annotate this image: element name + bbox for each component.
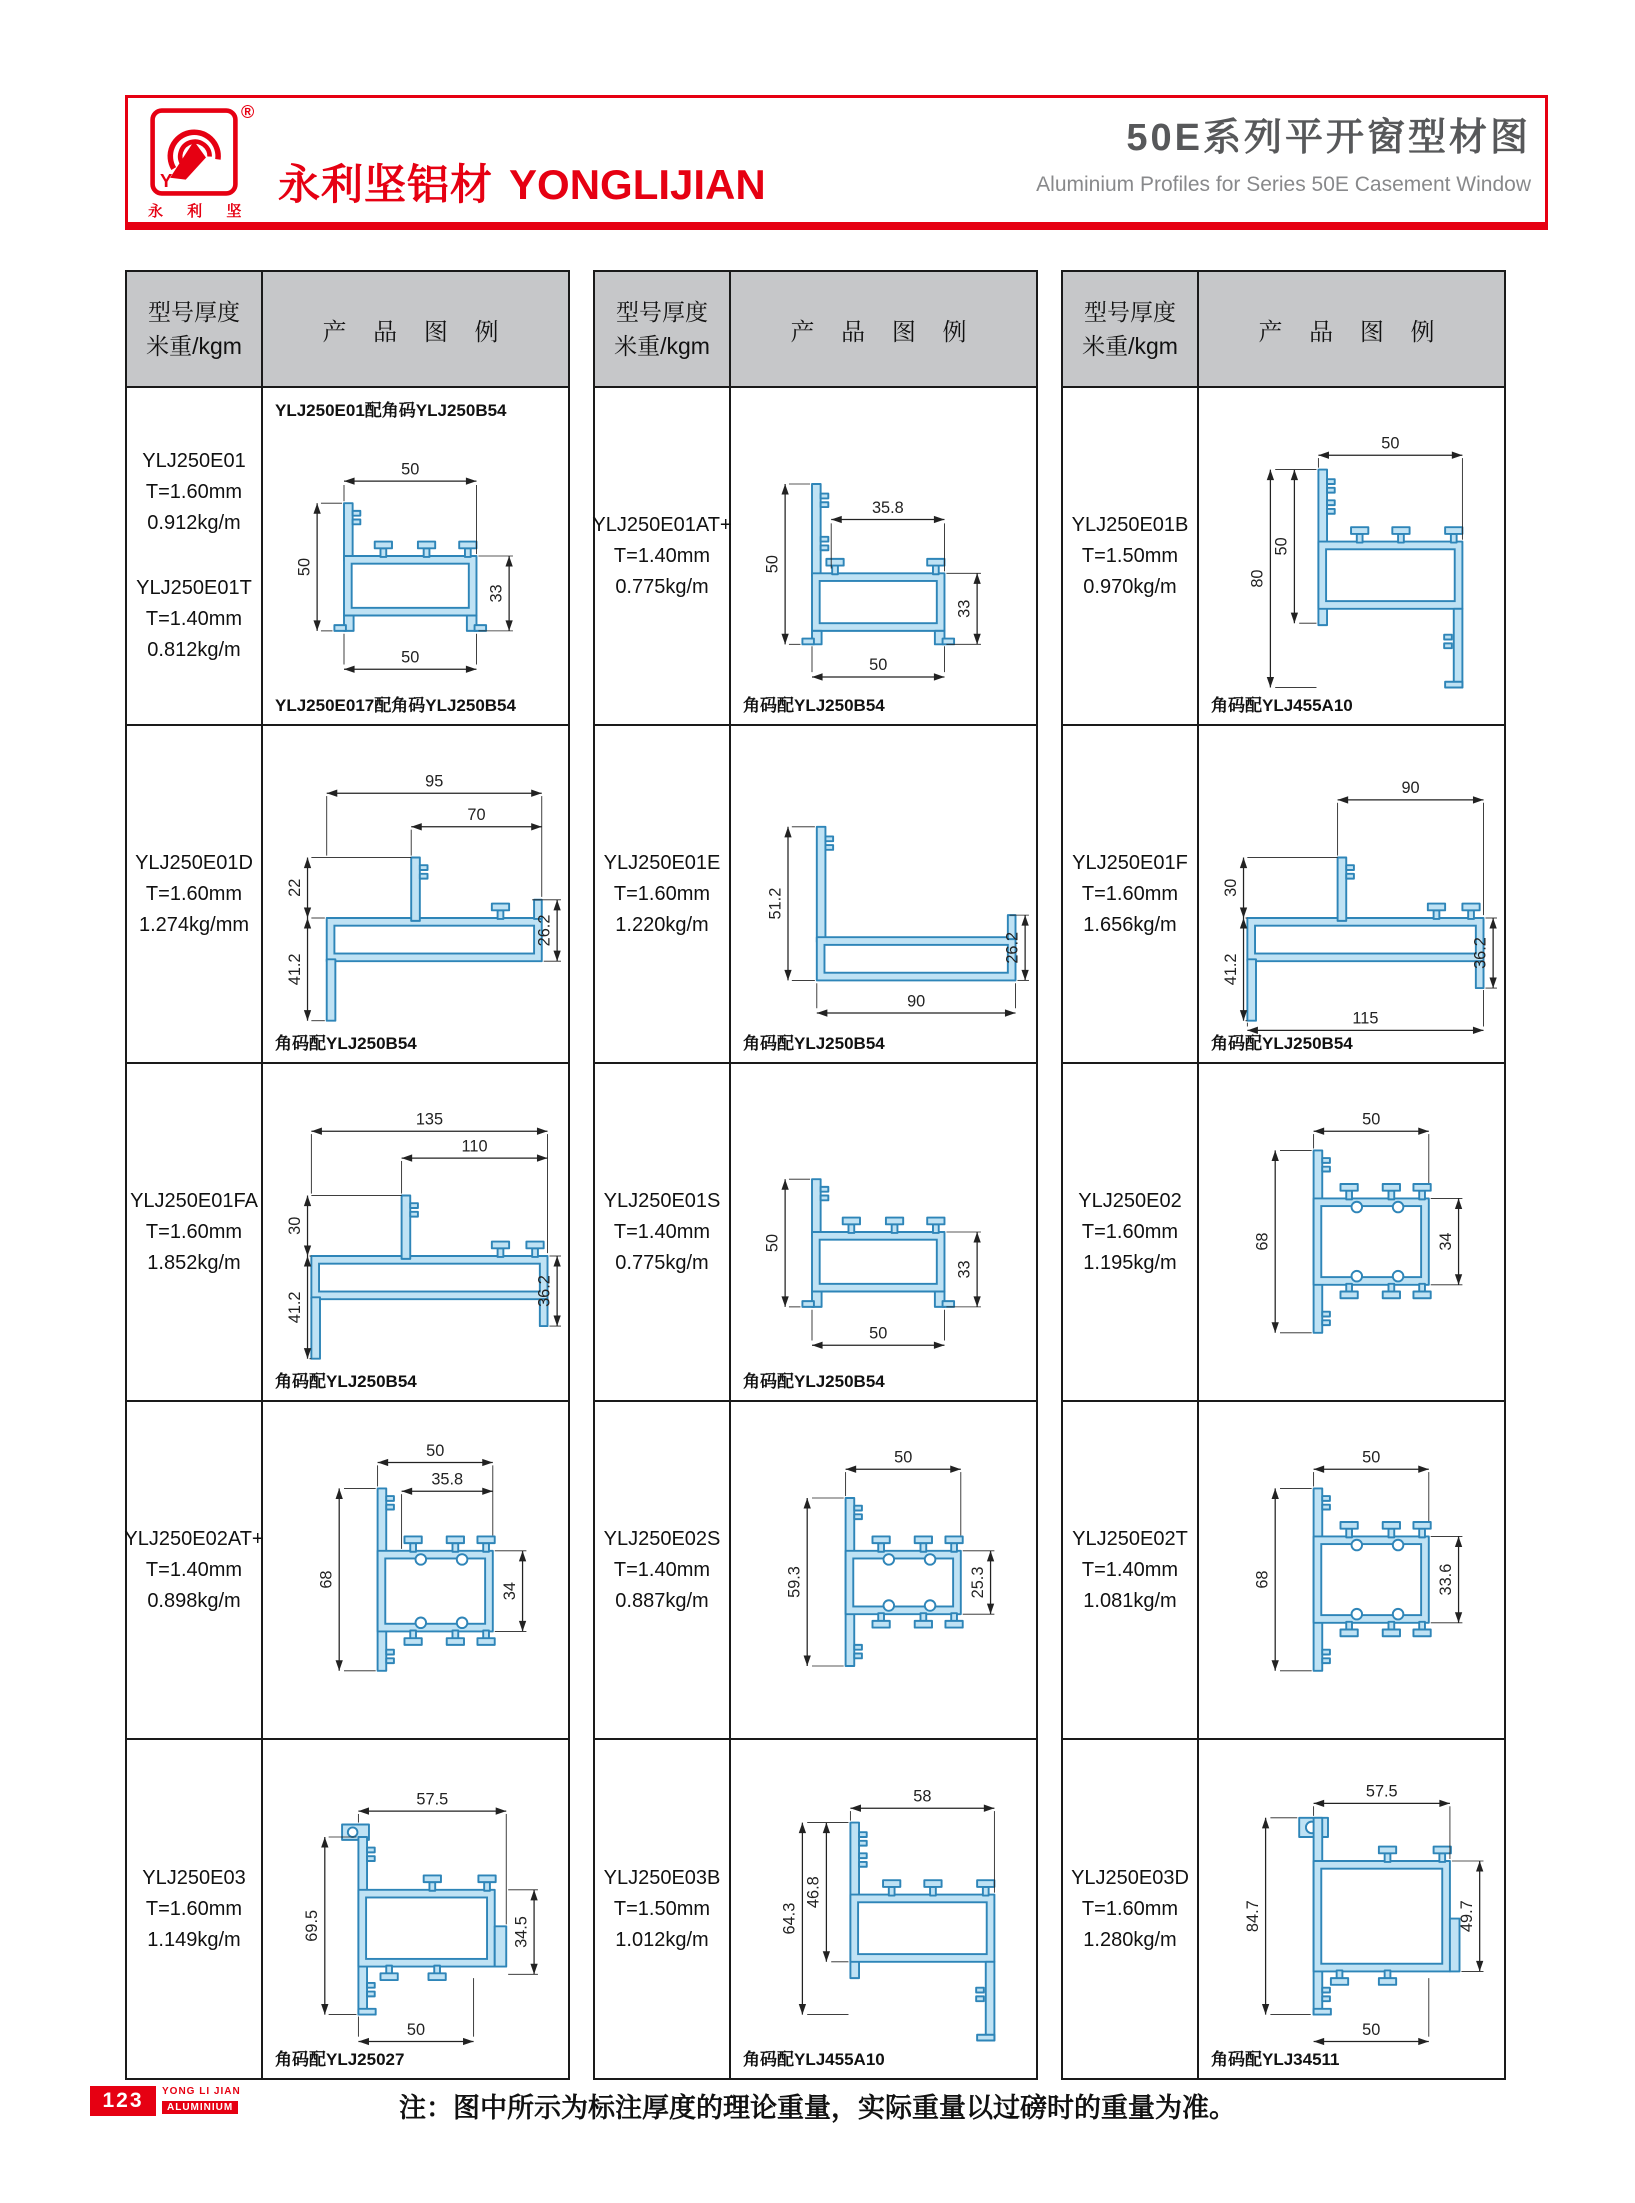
profile-table-left <box>125 270 570 2080</box>
svg-text:34: 34 <box>500 1582 519 1601</box>
svg-text:35.8: 35.8 <box>871 498 904 517</box>
column-header-model-line1: 型号厚度 <box>1084 299 1176 325</box>
model-spec <box>1072 848 1188 941</box>
spec-cell <box>595 1740 731 2078</box>
svg-text:33: 33 <box>954 1260 973 1279</box>
svg-text:68: 68 <box>1253 1570 1272 1589</box>
footer-brand-line2: ALUMINIUM <box>162 2101 238 2114</box>
model-thickness: T=1.60mm <box>1081 1220 1179 1243</box>
page-header <box>125 95 1548 230</box>
model-thickness: T=1.40mm <box>145 1558 243 1581</box>
svg-text:50: 50 <box>1361 1110 1380 1129</box>
company-name-en: YONGLIJIAN <box>509 161 766 208</box>
figure-cell <box>263 1402 568 1740</box>
model-spec <box>604 1863 721 1956</box>
model-spec <box>604 848 721 941</box>
column-header-model <box>595 272 731 388</box>
corner-code-note: 角码配YLJ250B54 <box>275 1372 417 1391</box>
spec-cell <box>1063 388 1199 726</box>
figure-cell <box>731 1064 1036 1402</box>
svg-text:50: 50 <box>893 1448 912 1467</box>
corner-code-note: YLJ250E01配角码YLJ250B54 <box>275 401 507 420</box>
model-weight: 0.812kg/m <box>147 639 241 661</box>
svg-text:34: 34 <box>1436 1232 1455 1251</box>
profile-drawing <box>1202 750 1502 1038</box>
svg-text:33.6: 33.6 <box>1436 1563 1455 1596</box>
spec-cell <box>595 726 731 1064</box>
model-spec <box>1078 1186 1181 1279</box>
corner-code-note: 角码配YLJ455A10 <box>1211 696 1353 715</box>
model-weight: 0.912kg/m <box>147 512 241 534</box>
model-thickness: T=1.60mm <box>145 882 243 905</box>
spec-cell <box>595 1402 731 1740</box>
svg-text:50: 50 <box>1272 537 1291 556</box>
profile-drawing <box>1202 1426 1502 1714</box>
svg-text:135: 135 <box>415 1110 443 1129</box>
svg-text:22: 22 <box>285 878 304 897</box>
figure-cell <box>263 388 568 726</box>
corner-code-note: 角码配YLJ250B54 <box>743 1372 885 1391</box>
model-name: YLJ250E03B <box>603 1866 721 1889</box>
model-name: YLJ250E03 <box>142 1866 246 1889</box>
model-weight: 1.012kg/m <box>615 1928 709 1951</box>
corner-code-note: 角码配YLJ250B54 <box>743 696 885 715</box>
model-name: YLJ250E03D <box>1071 1866 1189 1889</box>
figure-cell <box>731 726 1036 1064</box>
spec-cell <box>127 1064 263 1402</box>
model-name: YLJ250E01 <box>142 450 246 472</box>
profile-drawing <box>1202 1088 1502 1376</box>
svg-text:30: 30 <box>1221 878 1240 897</box>
model-thickness: T=1.60mm <box>145 481 243 503</box>
logo-monogram: Y <box>159 169 173 191</box>
svg-text:50: 50 <box>406 2020 425 2039</box>
model-name: YLJ250E02T <box>1072 1527 1188 1550</box>
model-spec <box>124 1524 263 1617</box>
column-header-figure-label: 产 品 图 例 <box>322 318 509 346</box>
svg-text:46.8: 46.8 <box>804 1876 823 1909</box>
svg-text:36.2: 36.2 <box>1470 937 1489 969</box>
model-weight: 1.195kg/m <box>1083 1251 1177 1274</box>
column-header-model <box>1063 272 1199 388</box>
svg-text:50: 50 <box>868 656 887 675</box>
model-thickness: T=1.60mm <box>145 1220 243 1243</box>
model-spec <box>1072 1524 1188 1617</box>
profile-drawing <box>266 1426 566 1714</box>
svg-text:35.8: 35.8 <box>430 1470 463 1489</box>
corner-code-note: 角码配YLJ455A10 <box>743 2050 885 2069</box>
svg-text:80: 80 <box>1248 569 1267 588</box>
svg-text:51.2: 51.2 <box>765 887 784 920</box>
spec-cell <box>1063 726 1199 1064</box>
model-name: YLJ250E01E <box>603 851 721 874</box>
corner-code-note: 角码配YLJ25027 <box>275 2050 405 2069</box>
model-name: YLJ250E01S <box>603 1189 721 1212</box>
spec-cell <box>124 1402 264 1740</box>
spec-cell <box>1063 1402 1199 1740</box>
profile-drawing <box>266 1765 566 2053</box>
figure-cell <box>1199 1740 1504 2078</box>
column-header-model-line2: 米重/kgm <box>146 333 242 359</box>
spec-cell <box>127 388 263 726</box>
svg-text:115: 115 <box>1351 1009 1378 1028</box>
figure-cell <box>1199 726 1504 1064</box>
model-thickness: T=1.60mm <box>1081 1897 1179 1920</box>
model-spec <box>142 1863 245 1956</box>
column-header-figure <box>1199 272 1504 388</box>
svg-text:110: 110 <box>461 1137 488 1156</box>
svg-text:84.7: 84.7 <box>1243 1900 1262 1933</box>
spec-cell <box>127 726 263 1064</box>
model-name: YLJ250E02S <box>603 1527 721 1550</box>
profile-drawing <box>734 1426 1034 1714</box>
svg-text:34.5: 34.5 <box>511 1916 530 1948</box>
model-thickness: T=1.40mm <box>613 1220 711 1243</box>
company-logo <box>148 104 278 224</box>
svg-text:50: 50 <box>1361 1448 1380 1467</box>
model-weight: 1.280kg/m <box>1083 1928 1177 1951</box>
page-title: 50E系列平开窗型材图 <box>1126 117 1531 159</box>
model-thickness: T=1.50mm <box>613 1897 711 1920</box>
svg-text:50: 50 <box>400 460 419 479</box>
corner-code-note: 角码配YLJ250B54 <box>275 1034 417 1053</box>
corner-code-note: 角码配YLJ34511 <box>1211 2050 1340 2069</box>
profile-drawing <box>266 750 566 1038</box>
figure-cell <box>731 1740 1036 2078</box>
spec-cell <box>592 388 732 726</box>
model-weight: 1.274kg/mm <box>138 913 250 936</box>
profile-drawing <box>1202 412 1502 700</box>
model-thickness: T=1.60mm <box>613 882 711 905</box>
model-spec <box>1071 1863 1189 1956</box>
model-weight: 1.656kg/m <box>1083 913 1177 936</box>
model-name: YLJ250E01AT+ <box>592 513 732 536</box>
svg-text:41.2: 41.2 <box>1221 953 1240 986</box>
model-name: YLJ250E02 <box>1078 1189 1182 1212</box>
svg-text:33: 33 <box>954 599 973 618</box>
model-name: YLJ250E01T <box>136 577 252 599</box>
registered-mark: ® <box>241 102 255 122</box>
figure-cell <box>731 1402 1036 1740</box>
model-name: YLJ250E01B <box>1071 513 1189 536</box>
company-name-cn: 永利坚铝材 <box>278 161 494 208</box>
model-name: YLJ250E01D <box>135 851 253 874</box>
model-thickness: T=1.40mm <box>613 544 711 567</box>
model-thickness: T=1.50mm <box>1081 544 1179 567</box>
model-spec <box>135 848 253 941</box>
corner-code-note: YLJ250E017配角码YLJ250B54 <box>275 696 516 715</box>
svg-text:68: 68 <box>317 1570 336 1589</box>
column-header-figure <box>263 272 568 388</box>
svg-text:26.2: 26.2 <box>1002 931 1021 964</box>
spec-cell <box>127 1740 263 2078</box>
profile-drawing <box>734 750 1034 1038</box>
logo-characters: 永 利 坚 <box>148 203 252 220</box>
svg-text:95: 95 <box>424 772 443 791</box>
model-thickness: T=1.60mm <box>145 1897 243 1920</box>
model-name: YLJ250E01FA <box>130 1189 258 1212</box>
svg-text:70: 70 <box>466 806 486 825</box>
spec-cell <box>1063 1064 1199 1402</box>
profile-drawing <box>734 1088 1034 1376</box>
company-name <box>278 152 766 212</box>
svg-text:50: 50 <box>400 648 419 667</box>
svg-text:57.5: 57.5 <box>415 1790 448 1809</box>
svg-text:68: 68 <box>1253 1232 1272 1251</box>
column-header-model-line1: 型号厚度 <box>616 299 708 325</box>
svg-text:57.5: 57.5 <box>1365 1782 1398 1801</box>
model-weight: 1.149kg/m <box>147 1928 241 1951</box>
spec-cell <box>1063 1740 1199 2078</box>
model-weight: 0.775kg/m <box>615 575 709 598</box>
svg-text:50: 50 <box>762 1233 781 1253</box>
column-header-model <box>127 272 263 388</box>
figure-cell <box>731 388 1036 726</box>
footer-brand-line1: YONG LI JIAN <box>162 2086 241 2097</box>
svg-text:90: 90 <box>906 992 925 1011</box>
figure-cell <box>1199 1064 1504 1402</box>
model-thickness: T=1.40mm <box>145 608 243 630</box>
svg-text:41.2: 41.2 <box>285 1291 304 1324</box>
profile-table-center <box>593 270 1038 2080</box>
svg-text:30: 30 <box>285 1216 304 1235</box>
profile-drawing <box>734 412 1034 700</box>
model-spec <box>604 1524 721 1617</box>
model-spec <box>1072 510 1189 603</box>
model-thickness: T=1.40mm <box>613 1558 711 1581</box>
svg-text:50: 50 <box>1380 434 1399 453</box>
logo-icon <box>148 106 240 198</box>
page-subtitle: Aluminium Profiles for Series 50E Casement Window <box>1036 173 1531 196</box>
model-name: YLJ250E01F <box>1072 851 1188 874</box>
svg-text:69.5: 69.5 <box>302 1909 321 1942</box>
column-header-model-line1: 型号厚度 <box>148 299 240 325</box>
profile-drawing <box>1202 1765 1502 2053</box>
model-spec <box>604 1186 721 1279</box>
page-number: 123 <box>102 2089 144 2112</box>
column-header-model-line2: 米重/kgm <box>1082 333 1178 359</box>
model-weight: 1.852kg/m <box>147 1251 241 1274</box>
svg-text:90: 90 <box>1400 779 1420 798</box>
model-weight: 1.081kg/m <box>1083 1589 1177 1612</box>
svg-text:33: 33 <box>486 584 505 603</box>
svg-text:50: 50 <box>762 555 781 574</box>
model-spec <box>136 573 252 666</box>
column-header-model-line2: 米重/kgm <box>614 333 710 359</box>
svg-text:59.3: 59.3 <box>785 1566 804 1598</box>
column-header-figure <box>731 272 1036 388</box>
svg-text:58: 58 <box>912 1787 931 1806</box>
model-thickness: T=1.40mm <box>1081 1558 1179 1581</box>
model-spec <box>130 1186 258 1279</box>
figure-cell <box>263 726 568 1064</box>
svg-text:49.7: 49.7 <box>1457 1900 1476 1933</box>
profile-drawing <box>266 412 566 700</box>
model-spec <box>142 446 245 539</box>
corner-code-note: 角码配YLJ250B54 <box>743 1034 885 1053</box>
footer-note: 注：图中所示为标注厚度的理论重量，实际重量以过磅时的重量为准。 <box>399 2093 1236 2123</box>
model-name: YLJ250E02AT+ <box>124 1527 264 1550</box>
svg-text:25.3: 25.3 <box>968 1566 987 1599</box>
figure-cell <box>1199 1402 1504 1740</box>
model-weight: 0.898kg/m <box>147 1589 241 1612</box>
svg-text:50: 50 <box>294 557 313 577</box>
svg-text:50: 50 <box>1361 2020 1380 2039</box>
svg-text:41.2: 41.2 <box>285 953 304 986</box>
svg-text:64.3: 64.3 <box>780 1902 799 1935</box>
page-title-block <box>1036 106 1531 197</box>
column-header-figure-label: 产 品 图 例 <box>1258 318 1445 346</box>
model-spec <box>592 510 731 603</box>
profile-drawing <box>266 1088 566 1376</box>
profile-drawing <box>734 1765 1034 2053</box>
model-thickness: T=1.60mm <box>1081 882 1179 905</box>
model-weight: 0.887kg/m <box>615 1589 709 1612</box>
svg-text:36.2: 36.2 <box>534 1275 553 1307</box>
model-weight: 0.775kg/m <box>615 1251 709 1274</box>
column-header-figure-label: 产 品 图 例 <box>790 318 977 346</box>
svg-text:50: 50 <box>425 1441 444 1460</box>
corner-code-note: 角码配YLJ250B54 <box>1211 1034 1353 1053</box>
svg-text:26.2: 26.2 <box>534 914 553 947</box>
model-weight: 0.970kg/m <box>1083 575 1177 598</box>
figure-cell <box>1199 388 1504 726</box>
profile-table-right <box>1061 270 1506 2080</box>
svg-text:50: 50 <box>868 1324 887 1343</box>
figure-cell <box>263 1064 568 1402</box>
spec-cell <box>595 1064 731 1402</box>
model-weight: 1.220kg/m <box>615 913 709 936</box>
figure-cell <box>263 1740 568 2078</box>
